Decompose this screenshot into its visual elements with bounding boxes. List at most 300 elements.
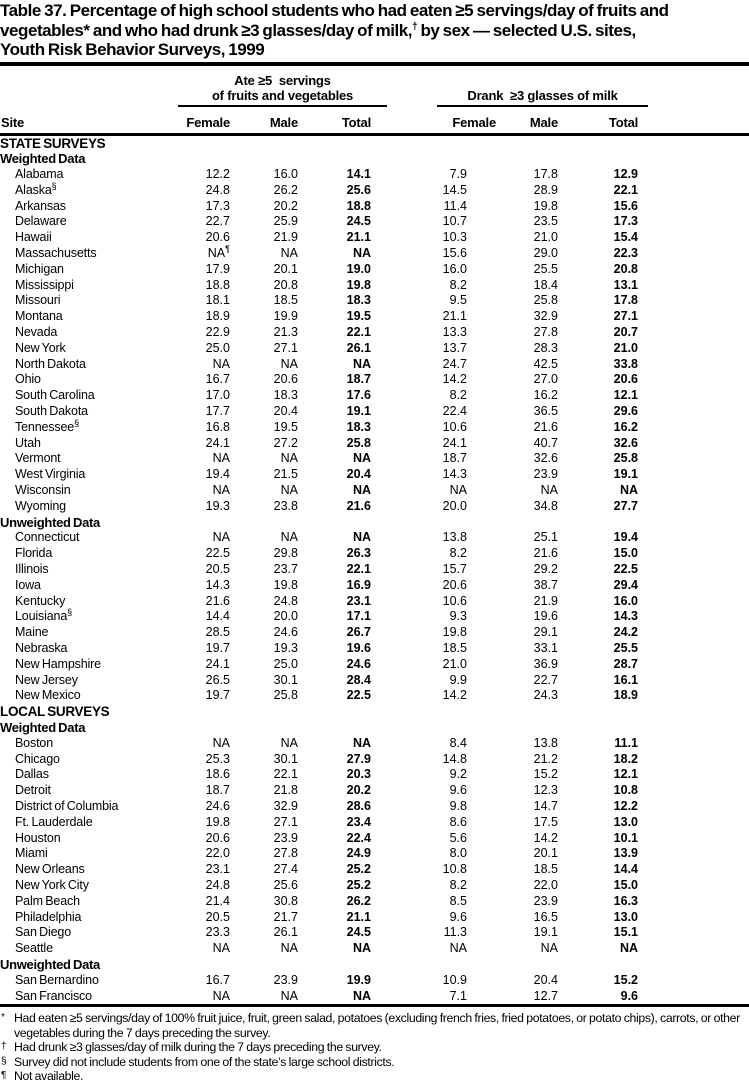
spanner-header-row [0,66,749,107]
milk-male-cell: 28.9 [533,182,558,197]
milk-total-cell: 29.4 [613,577,639,592]
fv-male-cell: 30.8 [273,893,298,908]
milk-total-cell: 12.9 [613,167,639,182]
footnote [0,1011,749,1040]
site-cell: Illinois [15,562,49,577]
spacer-cell [640,799,749,815]
table-body [0,134,749,1004]
fv-total-cell: 19.8 [346,277,371,292]
milk-female-cell: 15.6 [442,246,467,261]
spacer-cell [640,167,749,183]
footnote-marker: * [1,1012,5,1024]
table-row [0,325,749,341]
fv-total-column-header: Total [300,107,373,135]
table-row [0,562,749,578]
milk-female-cell: 14.2 [442,372,467,387]
table-row [0,483,749,499]
spacer-cell [640,910,749,926]
milk-total-cell: 15.6 [613,198,639,213]
fv-male-cell: 20.8 [273,277,298,292]
spacer-cell [640,372,749,388]
milk-total-cell: 22.3 [613,246,639,261]
fv-male-cell: 21.9 [273,230,298,245]
fv-total-cell: 24.5 [346,214,371,229]
fv-male-cell: NA [280,735,298,750]
milk-total-cell: 12.2 [613,798,639,813]
table-row [0,910,749,926]
spacer-cell [640,199,749,215]
milk-female-cell: 19.8 [442,625,467,640]
milk-male-cell: 18.4 [533,277,558,292]
spacer-cell [0,66,178,107]
subsection-header-label: Unweighted Data [0,956,100,972]
milk-female-cell: 22.4 [442,404,467,419]
spacer-cell [640,499,749,515]
milk-total-cell: 25.5 [613,641,639,655]
spacer-cell [640,562,749,578]
milk-male-cell: 18.5 [533,862,558,877]
milk-total-cell: 21.0 [613,340,639,355]
milk-total-cell: 22.1 [613,182,639,197]
milk-female-cell: 9.9 [449,672,467,687]
milk-female-cell: 14.2 [442,688,467,703]
fv-total-cell: 19.9 [346,972,371,987]
site-cell: Missouri [15,293,61,308]
fv-female-cell: 21.4 [205,893,230,908]
title-text: Table 37. Percentage of high school students who had eaten ≥5 servings/day of fruits and [0,1,669,20]
fv-male-cell: NA [280,483,298,498]
table-row [0,388,749,404]
milk-total-cell: 10.8 [613,783,639,798]
table-row [0,167,749,183]
fv-male-cell: 25.9 [273,214,298,229]
table-row [0,183,749,199]
table-row [0,799,749,815]
fv-male-cell: 24.8 [273,593,298,608]
site-cell: Maine [15,625,49,640]
fv-male-cell: 18.3 [273,388,298,403]
milk-male-cell: 22.7 [533,672,558,687]
fv-total-cell: 26.3 [346,546,371,561]
fv-female-cell: 19.7 [205,688,230,703]
fv-female-cell: 16.7 [205,372,230,387]
fv-total-cell: 18.7 [346,372,371,387]
milk-male-cell: 32.9 [533,309,558,324]
milk-female-cell: 8.2 [449,388,467,403]
milk-female-cell: 10.9 [442,972,467,987]
fv-female-cell: 20.6 [205,230,230,245]
milk-male-cell: 22.0 [533,877,558,892]
table-row [0,846,749,862]
footnote [0,1069,749,1083]
milk-female-cell: 8.6 [449,814,467,829]
milk-female-cell: 18.7 [442,451,467,466]
title-text: Youth Risk Behavior Surveys, 1999 [0,40,265,59]
milk-total-cell: 20.8 [613,261,639,276]
milk-male-cell: 21.2 [533,751,558,766]
milk-male-cell: 33.1 [533,641,558,655]
table-row [0,815,749,831]
spacer-cell [640,530,749,546]
table-header [0,66,749,135]
spacer-cell [640,262,749,278]
spacer-cell [640,657,749,673]
site-cell: San Diego [15,925,72,940]
milk-total-cell: 33.8 [613,356,639,371]
milk-total-cell: 14.3 [613,609,639,624]
fv-female-cell: 22.9 [205,325,230,340]
milk-female-cell: NA [449,483,467,498]
section-header-row [0,704,749,720]
milk-female-cell: 8.0 [449,846,467,861]
fv-male-cell: 26.2 [273,182,298,197]
milk-female-cell: 10.8 [442,862,467,877]
milk-total-cell: 16.2 [613,419,639,434]
site-cell: Vermont [15,451,61,466]
milk-female-cell: 10.6 [442,593,467,608]
spacer-cell [640,293,749,309]
milk-male-cell: 17.8 [533,167,558,182]
fv-female-cell: NA [212,941,230,956]
milk-male-cell: 29.0 [533,246,558,261]
subsection-header-label: Weighted Data [0,719,86,735]
spacer-cell [640,752,749,768]
milk-total-cell: 13.0 [613,909,639,924]
fv-total-cell: 22.1 [346,562,371,577]
footnote-text: Had eaten ≥5 servings/day of 100% fruit juice, fruit, green salad, potatoes (excluding french fries, fried potatoes, or potato chips), carrots, or other vegetables during the 7 days preceding the survey. [14,1011,740,1040]
footnote-marker: † [1,1041,7,1053]
milk-total-cell: 15.4 [613,230,639,245]
milk-female-cell: 13.8 [442,530,467,545]
table-row [0,293,749,309]
fv-female-cell: NA [212,530,230,545]
fv-male-cell: 19.5 [273,419,298,434]
subsection-header-row [0,957,749,973]
table-row [0,831,749,847]
spacer-cell [640,578,749,594]
fv-total-cell: 23.4 [346,814,371,829]
fv-male-cell: 19.9 [273,309,298,324]
fv-total-cell: 25.8 [346,435,371,450]
fv-female-cell: 22.0 [205,846,230,861]
milk-male-cell: 29.1 [533,625,558,640]
fv-female-cell: 18.6 [205,767,230,782]
milk-male-cell: 32.6 [533,451,558,466]
table-row [0,641,749,657]
fv-total-cell: 17.6 [346,388,371,403]
spacer-cell [640,278,749,294]
milk-total-cell: 25.8 [613,451,639,466]
site-cell: San Bernardino [15,972,99,987]
milk-male-cell: NA [540,941,558,956]
fv-female-cell: 22.5 [205,546,230,561]
milk-group-header [373,66,640,107]
site-cell: Seattle [15,941,53,956]
site-cell: Montana [15,309,63,324]
fv-total-cell: NA [352,246,371,261]
fv-male-cell: 20.1 [273,261,298,276]
data-table [0,66,749,1005]
fv-male-cell: 25.0 [273,656,298,671]
fv-female-cell: 23.3 [205,925,230,940]
milk-female-cell: 9.8 [449,798,467,813]
fv-female-cell: 20.5 [205,562,230,577]
site-cell: Mississippi [15,277,74,292]
spacer-cell [640,815,749,831]
milk-total-cell: 16.0 [613,593,639,608]
milk-male-cell: 36.5 [533,404,558,419]
site-cell: Connecticut [15,530,80,545]
milk-female-cell: 13.3 [442,325,467,340]
fv-total-cell: 19.6 [346,641,371,655]
site-cell: Miami [15,846,48,861]
milk-male-cell: 19.1 [533,925,558,940]
fv-total-cell: 25.2 [346,877,371,892]
fv-female-cell: 20.6 [205,830,230,845]
milk-female-cell: 11.4 [443,198,467,213]
site-cell: Dallas [15,767,49,782]
fv-female-cell: 28.5 [205,625,230,640]
fv-total-cell: 20.2 [346,783,371,798]
fv-total-cell: 21.1 [346,909,371,924]
table-row [0,199,749,215]
table-row [0,894,749,910]
spacer-cell [640,894,749,910]
table-title [0,0,749,62]
subsection-header-label: Weighted Data [0,151,86,167]
table-row [0,499,749,515]
milk-female-cell: 7.9 [449,167,467,182]
milk-male-cell: 23.9 [533,893,558,908]
milk-female-cell: 13.7 [442,340,467,355]
site-cell: New Hampshire [15,656,101,671]
milk-male-cell: 25.8 [533,293,558,308]
fv-female-cell: NA [212,483,230,498]
milk-total-cell: 20.7 [613,325,639,340]
milk-total-cell: NA [619,483,639,498]
subsection-header-row [0,720,749,736]
milk-male-cell: 36.9 [533,656,558,671]
fv-female-cell: 17.9 [205,261,230,276]
site-cell: Houston [15,830,61,845]
milk-total-cell: 13.0 [613,814,639,829]
table-row [0,578,749,594]
site-cell: Michigan [15,261,64,276]
site-cell: Nevada [15,325,58,340]
milk-total-cell: 28.7 [613,656,639,671]
fv-female-cell: 19.7 [205,641,230,655]
fv-total-cell: 16.9 [346,577,371,592]
milk-total-cell: 29.6 [613,404,639,419]
fv-male-cell: 20.0 [273,609,298,624]
milk-total-cell: 24.2 [613,625,639,640]
milk-male-cell: 23.9 [533,467,558,482]
spacer-cell [640,404,749,420]
spacer-cell [640,325,749,341]
milk-female-cell: 21.0 [442,656,467,671]
fv-female-cell: NA¶ [207,243,230,261]
fv-male-cell: 20.2 [273,198,298,213]
table-row [0,752,749,768]
site-cell: Florida [15,546,53,561]
milk-female-cell: NA [449,941,467,956]
milk-female-cell: 24.7 [442,356,467,371]
milk-total-cell: 15.0 [613,546,639,561]
table-row [0,214,749,230]
fv-male-column-header: Male [232,107,300,135]
milk-male-cell: 29.2 [533,562,558,577]
fv-female-cell: 17.0 [205,388,230,403]
milk-female-cell: 10.3 [442,230,467,245]
fv-female-cell: NA [212,356,230,371]
table-row [0,230,749,246]
group-label-line1: Ate ≥5 servings [234,72,331,88]
fv-total-cell: 19.0 [346,261,371,276]
spacer-cell [640,66,749,107]
milk-female-cell: 16.0 [442,261,467,276]
fv-male-cell: NA [280,530,298,545]
milk-total-cell: 14.4 [613,862,639,877]
milk-female-cell: 24.1 [442,435,467,450]
spacer-cell [640,673,749,689]
fv-female-cell: 25.3 [205,751,230,766]
fv-female-cell: 18.7 [205,783,230,798]
milk-female-cell: 8.2 [449,546,467,561]
site-cell: Tennessee§ [15,417,80,434]
fv-total-cell: NA [352,356,371,371]
site-cell: Alaska§ [15,180,57,197]
fv-female-cell: NA [212,735,230,750]
milk-female-cell: 11.3 [443,925,467,940]
fv-male-cell: NA [280,941,298,956]
milk-male-cell: 19.6 [533,609,558,624]
milk-total-column-header: Total [560,107,640,135]
table-row [0,262,749,278]
fv-total-cell: 28.6 [346,798,371,813]
spacer-cell [640,831,749,847]
spacer-cell [640,846,749,862]
table-row [0,673,749,689]
table-row [0,530,749,546]
milk-total-cell: 12.1 [613,388,639,403]
fv-female-cell: 21.6 [205,593,230,608]
section-header-label: LOCAL SURVEYS [0,704,110,720]
table-row [0,309,749,325]
spacer-cell [640,641,749,657]
site-column-header: Site [0,107,178,135]
fv-total-cell: 20.4 [346,467,371,482]
spacer-cell [640,688,749,704]
site-cell: Hawaii [15,230,52,245]
fv-male-cell: NA [280,451,298,466]
spacer-cell [640,309,749,325]
fv-total-cell: 17.1 [346,609,371,624]
milk-male-cell: 20.1 [533,846,558,861]
milk-female-cell: 8.4 [449,735,467,750]
fv-female-cell: 23.1 [205,862,230,877]
fv-male-cell: 23.8 [273,498,298,513]
fv-total-cell: 24.9 [346,846,371,861]
fv-female-cell: NA [212,988,230,1003]
site-cell: Alabama [15,167,64,182]
fv-total-cell: NA [352,735,371,750]
spacer-cell [640,862,749,878]
footnote-text: Had drunk ≥3 glasses/day of milk during the 7 days preceding the survey. [14,1040,382,1055]
title-footnote-marker: † [412,20,418,32]
milk-group-label [437,88,648,107]
fv-total-cell: 22.1 [346,325,371,340]
spacer-cell [640,625,749,641]
title-line [0,21,749,41]
subsection-header-label: Unweighted Data [0,514,100,530]
table-row [0,973,749,989]
milk-female-cell: 10.7 [442,214,467,229]
fv-female-cell: 16.8 [205,419,230,434]
fv-male-cell: 20.4 [273,404,298,419]
fv-total-cell: 18.8 [346,198,371,213]
fv-female-cell: 22.7 [205,214,230,229]
table-row [0,436,749,452]
milk-total-cell: 18.2 [613,751,639,766]
fv-male-cell: 16.0 [273,167,298,182]
milk-male-cell: 23.5 [533,214,558,229]
table-row [0,467,749,483]
fv-male-cell: 23.7 [273,562,298,577]
fv-female-cell: 19.4 [205,467,230,482]
fv-male-cell: 21.8 [273,783,298,798]
fv-male-cell: 21.7 [273,909,298,924]
fv-total-cell: 18.3 [346,293,371,308]
milk-total-cell: 15.1 [613,925,639,940]
milk-total-cell: 13.9 [613,846,639,861]
spacer-cell [640,214,749,230]
milk-male-cell: 14.2 [533,830,558,845]
milk-total-cell: 15.2 [613,972,639,987]
fv-male-cell: 20.6 [273,372,298,387]
footnote-marker: § [1,1055,7,1067]
site-cell: North Dakota [15,356,86,371]
footnote-text: Not available. [14,1068,84,1083]
fv-total-cell: 25.2 [346,862,371,877]
footnote [0,1055,749,1069]
fv-female-cell: 16.7 [205,972,230,987]
fv-female-cell: 26.5 [205,672,230,687]
fv-female-cell: 20.5 [205,909,230,924]
milk-total-cell: NA [619,941,639,956]
table-row [0,451,749,467]
title-text: by sex — selected U.S. sites, [417,20,636,40]
site-cell: Chicago [15,751,60,766]
fv-total-cell: NA [352,988,371,1003]
spacer-cell [640,341,749,357]
fv-total-cell: 24.6 [346,656,371,671]
fv-male-cell: 19.8 [273,577,298,592]
milk-female-cell: 5.6 [449,830,467,845]
table-row [0,404,749,420]
spacer-cell [640,878,749,894]
fv-total-cell: NA [352,530,371,545]
site-cell: Wyoming [15,498,66,513]
milk-male-cell: 27.0 [533,372,558,387]
site-cell: Delaware [15,214,67,229]
spacer-cell [640,107,749,135]
fv-female-cell: 17.7 [205,404,230,419]
fv-total-cell: 14.1 [346,167,371,182]
site-cell: Philadelphia [15,909,82,924]
footnote-text: Survey did not include students from one of the state’s large school districts. [14,1054,395,1069]
fv-male-cell: NA [280,246,298,261]
fv-male-cell: 27.2 [273,435,298,450]
